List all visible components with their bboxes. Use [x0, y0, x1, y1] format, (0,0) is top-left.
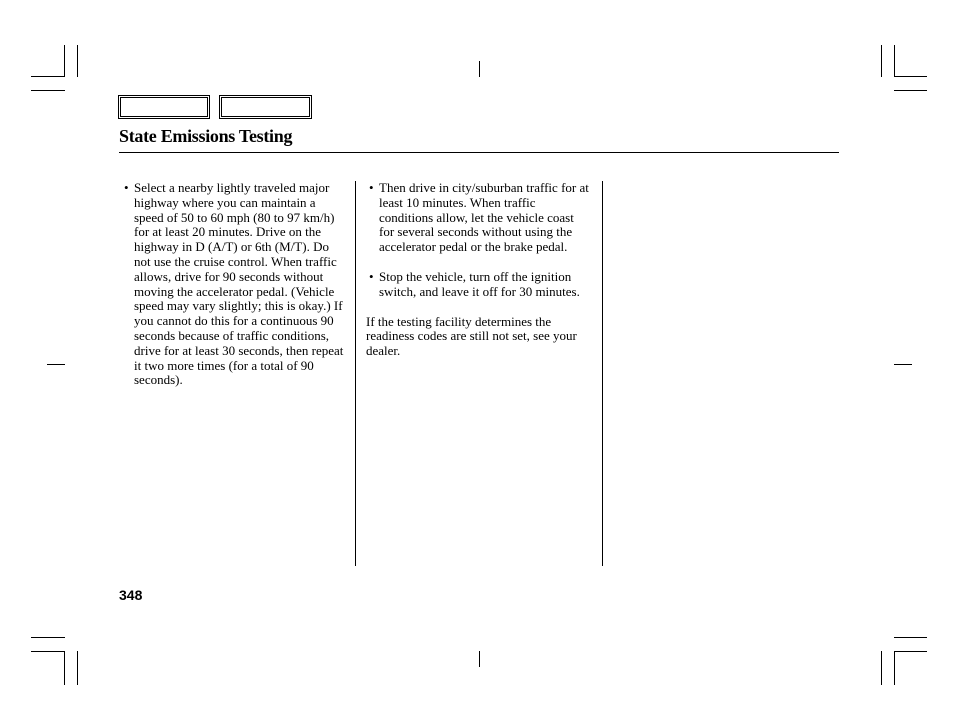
- crop-mark: [479, 651, 480, 667]
- crop-mark: [64, 651, 65, 685]
- crop-mark: [894, 45, 895, 77]
- crop-mark: [894, 651, 895, 685]
- crop-mark: [31, 90, 65, 91]
- crop-mark: [894, 76, 927, 77]
- crop-mark: [479, 61, 480, 77]
- bullet-icon: •: [369, 268, 374, 284]
- crop-mark: [894, 364, 912, 365]
- list-item: [369, 270, 591, 300]
- crop-mark: [881, 45, 882, 77]
- column-1: [124, 181, 348, 388]
- bullet-icon: •: [124, 180, 129, 195]
- crop-mark: [31, 76, 65, 77]
- page-title: State Emissions Testing: [119, 126, 293, 146]
- list-item-text: Select a nearby lightly traveled major highway where you can maintain a speed of 50 to 60 mph (80 to 97 km/h) for at least 20 minutes. Drive on the highway in D (A/T) or 6th (M/T). Do not use the cruise control. When traffic allows, drive for 90 seconds without moving the accelerator pedal. (Vehicle speed may vary slightly; this is okay.) If you cannot do this for a continuous 90 seconds because of traffic conditions, drive for at least 30 seconds, then repeat it two more times (for a total of 90 seconds).: [134, 180, 344, 388]
- column-divider: [602, 181, 603, 566]
- page-number: 348: [119, 587, 143, 603]
- crop-mark: [64, 45, 65, 77]
- section-tab: [219, 95, 312, 119]
- column-divider: [355, 181, 356, 566]
- crop-mark: [894, 637, 927, 638]
- crop-mark: [47, 364, 65, 365]
- crop-mark: [894, 90, 927, 91]
- list-item: [369, 181, 591, 255]
- section-tab: [118, 95, 210, 119]
- crop-mark: [77, 651, 78, 685]
- title-rule: [119, 152, 839, 153]
- column-2: [366, 180, 591, 359]
- crop-mark: [31, 651, 65, 652]
- list-item-text: Then drive in city/suburban traffic for at least 10 minutes. When traffic conditions allow, let the vehicle coast for several seconds without using the accelerator pedal or the brake pedal.: [379, 180, 589, 255]
- list-item: [124, 181, 348, 388]
- crop-mark: [894, 651, 927, 652]
- crop-mark: [881, 651, 882, 685]
- list-item-text: Stop the vehicle, turn off the ignition switch, and leave it off for 30 minutes.: [379, 268, 580, 299]
- closing-paragraph: If the testing facility determines the readiness codes are still not set, see your dealer.: [366, 313, 577, 359]
- crop-mark: [31, 637, 65, 638]
- bullet-icon: •: [369, 180, 374, 195]
- crop-mark: [77, 45, 78, 77]
